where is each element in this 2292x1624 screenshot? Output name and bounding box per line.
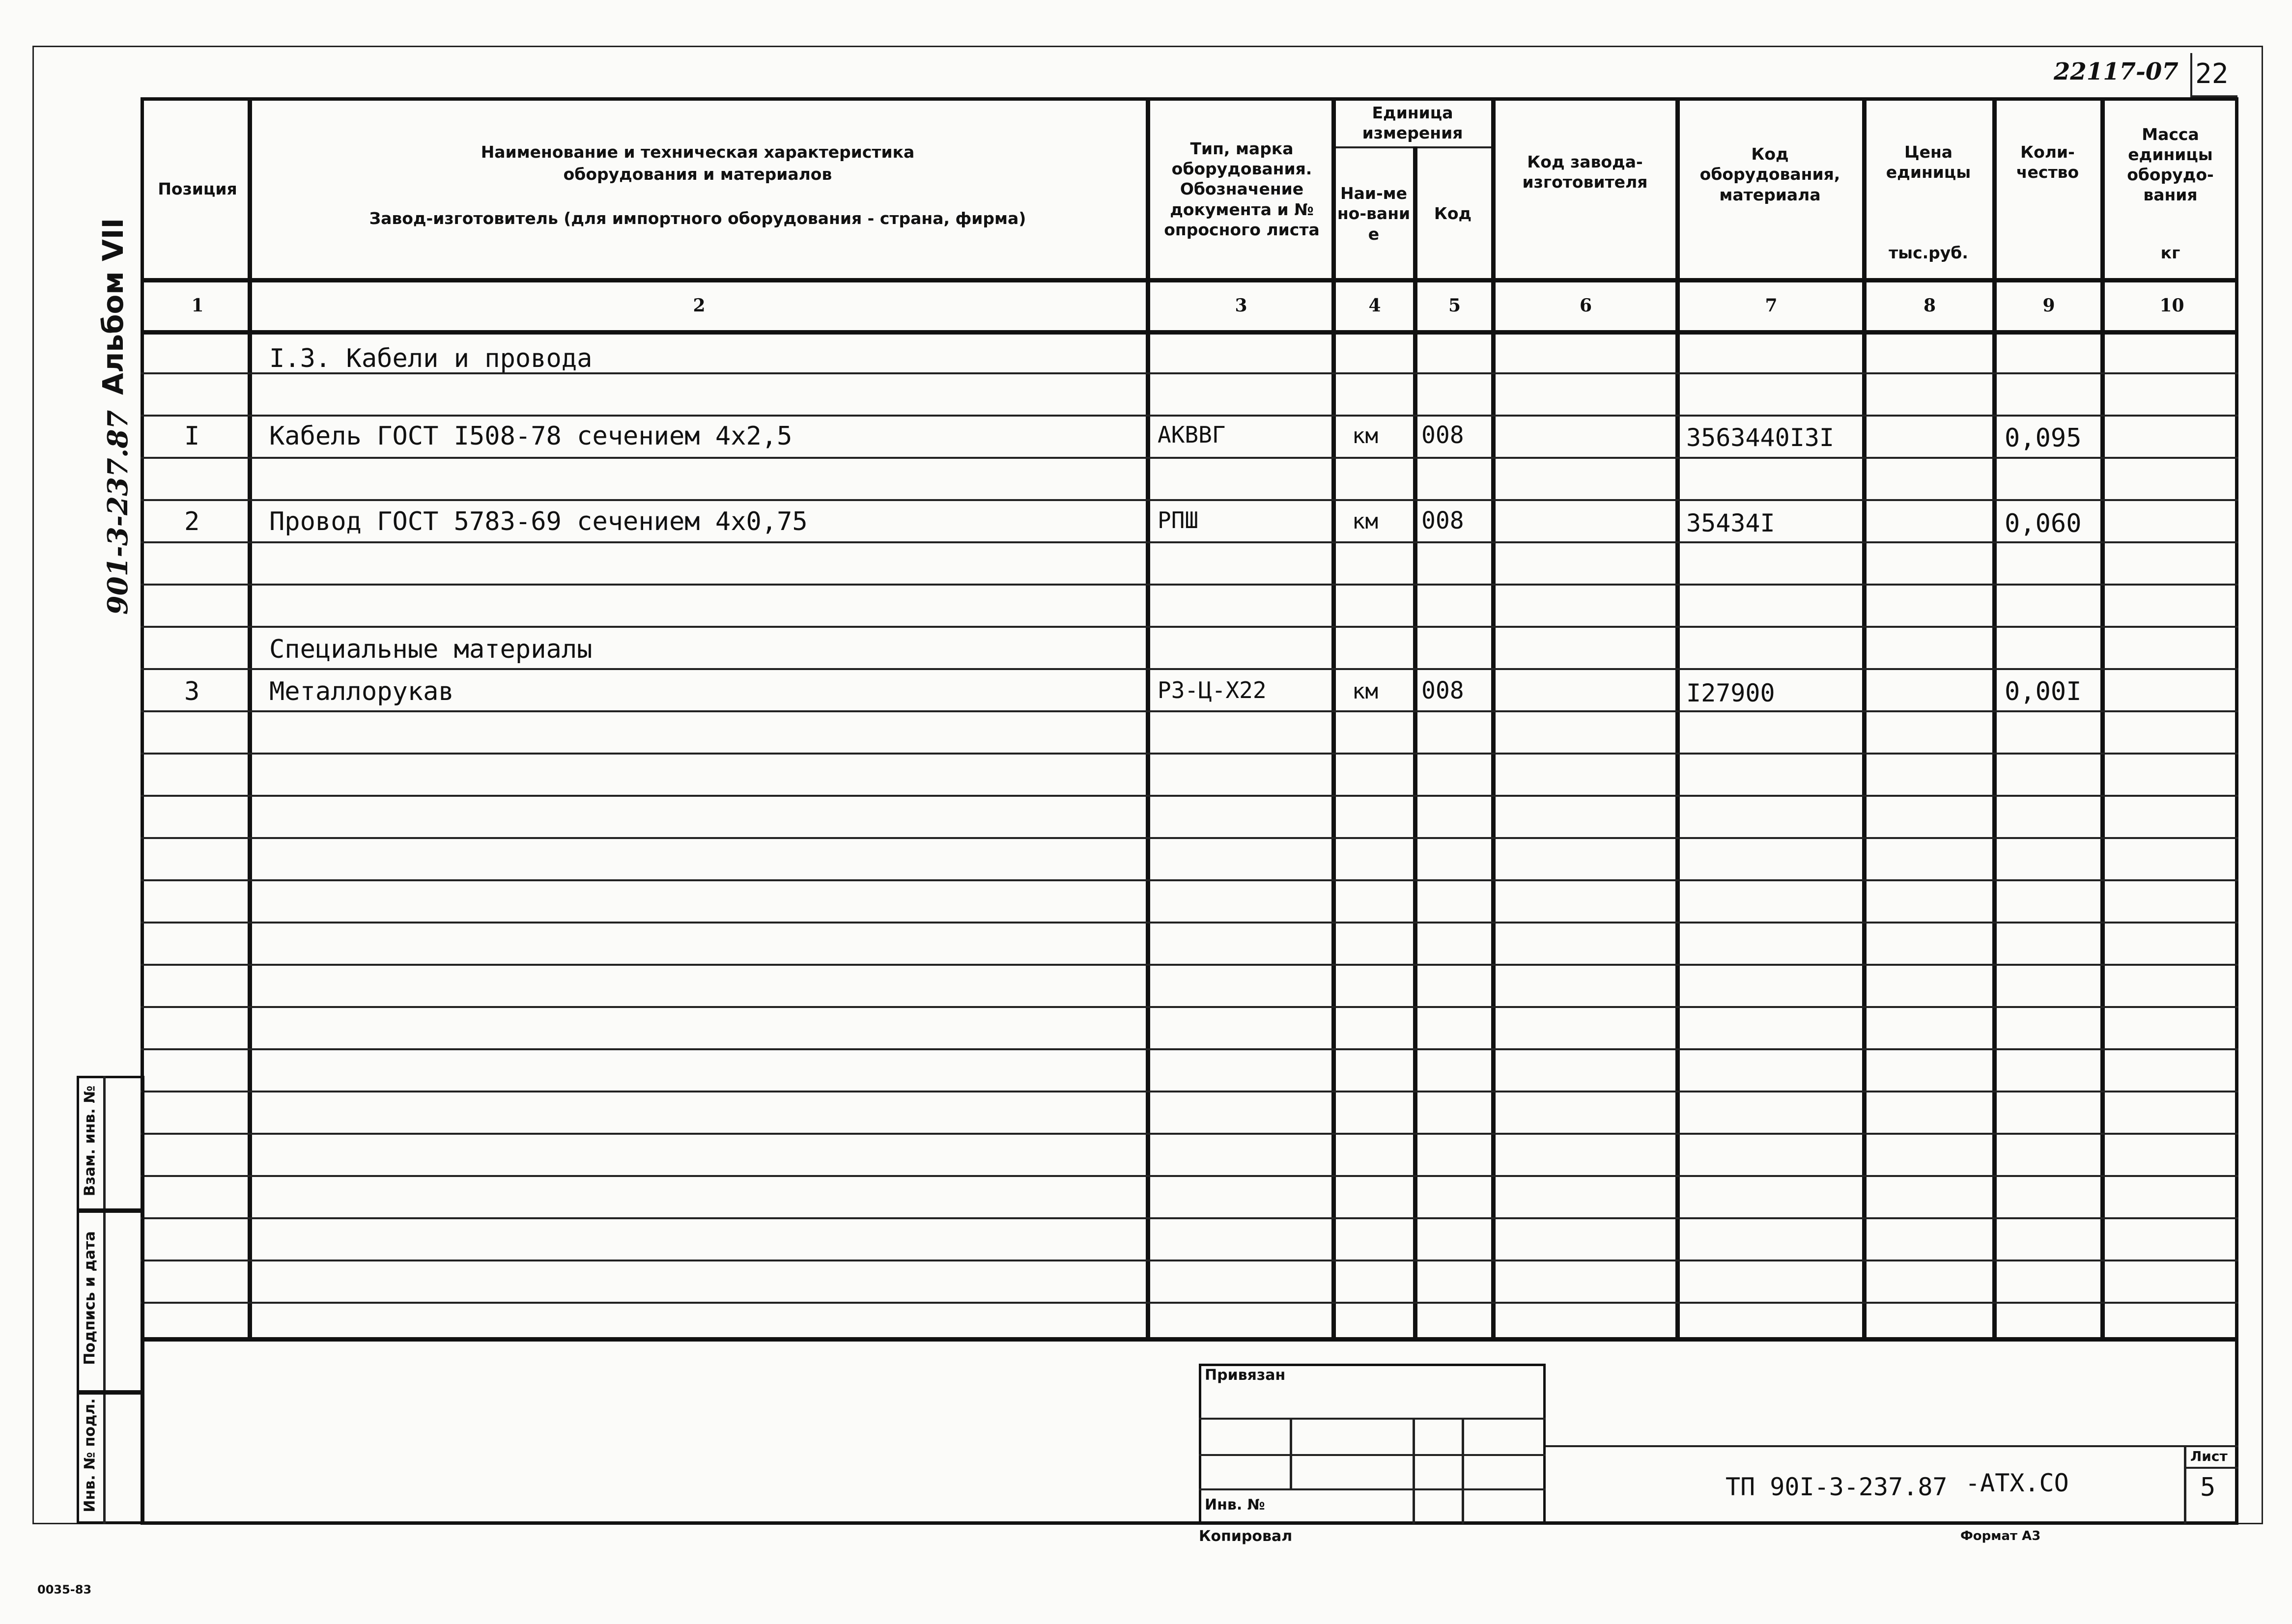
body-row-rule	[141, 541, 2238, 543]
header-name-line3: Завод-изготовитель (для импортного оборудования - страна, фирма)	[369, 209, 1026, 228]
body-row-rule	[141, 753, 2238, 755]
row2-unit: км	[1352, 509, 1378, 534]
col-divider-6	[1675, 97, 1680, 1340]
document-designation: ТП 90I-3-237.87	[1726, 1473, 1948, 1501]
col-divider-4	[1413, 146, 1417, 1340]
album-label: Альбом VII	[96, 218, 130, 395]
body-row-rule	[141, 457, 2238, 459]
row3-material: I27900	[1686, 679, 1775, 707]
header-unit-code: Код	[1434, 204, 1472, 224]
row1-material: 3563440I3I	[1686, 423, 1835, 452]
col-number-1: 1	[191, 295, 204, 316]
stamp-replace-inv: Взам. инв. №	[81, 1085, 99, 1197]
page-number: 22	[2195, 58, 2229, 90]
row1-code: 008	[1421, 421, 1464, 449]
body-row-rule	[141, 584, 2238, 586]
row3-code: 008	[1421, 677, 1464, 704]
col-number-7: 7	[1765, 295, 1778, 316]
document-number: 22117-07	[2054, 58, 2179, 85]
binding-rule-3	[1199, 1488, 1546, 1490]
body-row-rule	[141, 415, 2238, 417]
body-row-rule	[141, 1048, 2238, 1050]
header-price-unit: тыс.руб.	[1889, 243, 1968, 263]
body-row-rule	[141, 964, 2238, 966]
unit-group-rule	[1331, 146, 1491, 148]
row1-type: АКВВГ	[1158, 421, 1226, 448]
body-row-rule	[141, 1133, 2238, 1135]
col-number-8: 8	[1923, 295, 1936, 316]
row2-qty: 0,060	[2005, 509, 2082, 538]
body-row-rule	[141, 879, 2238, 881]
body-row-rule	[141, 1302, 2238, 1304]
body-row-rule	[141, 1217, 2238, 1219]
col-divider-7	[1862, 97, 1867, 1340]
row1-pos: I	[184, 421, 200, 451]
body-row-rule	[141, 795, 2238, 797]
binding-col-3	[1462, 1418, 1464, 1524]
header-type: Тип, марка оборудования. Обозначение документа и № опросного листа	[1164, 139, 1320, 239]
body-row-rule	[141, 1175, 2238, 1177]
row1-unit: км	[1352, 423, 1378, 448]
row3-pos: 3	[184, 677, 200, 706]
stamp-inv-original: Инв. № подл.	[81, 1398, 99, 1512]
row3-unit: км	[1352, 679, 1378, 704]
row2-material: 35434I	[1686, 509, 1775, 537]
col-divider-1	[248, 97, 252, 1340]
binding-col-1	[1290, 1418, 1292, 1488]
binding-col-2	[1413, 1418, 1415, 1524]
col-divider-9	[2100, 97, 2105, 1340]
body-row-rule	[141, 710, 2238, 712]
header-name-line2: оборудования и материалов	[563, 165, 832, 184]
row2-pos: 2	[184, 507, 200, 536]
col-divider-8	[1992, 97, 1997, 1340]
row1-qty: 0,095	[2005, 423, 2082, 453]
row1-name: Кабель ГОСТ I508-78 сечением 4х2,5	[269, 421, 792, 451]
header-mass: Масса единицы оборудо-вания	[2127, 124, 2214, 205]
row2-name: Провод ГОСТ 5783-69 сечением 4х0,75	[269, 507, 808, 536]
header-factory-code: Код завода-изготовителя	[1522, 152, 1648, 192]
body-row-rule	[141, 837, 2238, 839]
body-row-rule	[141, 1091, 2238, 1092]
col-divider-2	[1146, 97, 1150, 1340]
col-divider-3	[1331, 97, 1336, 1340]
col-number-10: 10	[2159, 295, 2184, 316]
bound-label: Привязан	[1205, 1367, 1286, 1384]
header-unit-group: Единица измерения	[1362, 103, 1463, 142]
header-mass-unit: кг	[2160, 243, 2180, 263]
stamp-signature-date: Подпись и дата	[81, 1231, 99, 1365]
header-unit-name: Наи-мено-вание	[1337, 184, 1411, 244]
body-row-rule	[141, 668, 2238, 670]
sheet-divider	[2184, 1445, 2186, 1524]
side-stamp-divider	[103, 1076, 106, 1524]
binding-rule-1	[1199, 1418, 1546, 1420]
header-price: Цена единицы	[1886, 142, 1971, 182]
numbers-bottom-rule	[141, 330, 2238, 335]
col-number-3: 3	[1235, 295, 1247, 316]
row3-name: Металлорукав	[269, 677, 454, 706]
corner-code: 0035-83	[37, 1583, 92, 1596]
body-row-rule	[141, 499, 2238, 501]
format-label: Формат А3	[1960, 1529, 2041, 1543]
body-row-rule	[141, 922, 2238, 924]
binding-rule-2	[1199, 1454, 1546, 1456]
sheet-rule	[2184, 1467, 2238, 1469]
header-material-code: Код оборудования, материала	[1699, 144, 1840, 204]
row-section-special-materials: Специальные материалы	[269, 635, 593, 664]
project-code-handwritten: 901-3-237.87	[102, 410, 134, 615]
title-top-rule	[1546, 1445, 2238, 1447]
header-name-line1: Наименование и техническая характеристика	[481, 142, 915, 162]
copied-label: Копировал	[1199, 1528, 1293, 1545]
col-number-5: 5	[1448, 295, 1461, 316]
col-number-2: 2	[693, 295, 706, 316]
col-number-4: 4	[1368, 295, 1381, 316]
body-row-rule	[141, 1260, 2238, 1261]
row2-type: РПШ	[1158, 507, 1199, 533]
col-number-6: 6	[1579, 295, 1592, 316]
row2-code: 008	[1421, 507, 1464, 534]
body-row-rule	[141, 626, 2238, 628]
col-number-9: 9	[2042, 295, 2055, 316]
inv-no-label: Инв. №	[1205, 1496, 1265, 1513]
sheet-label: Лист	[2190, 1448, 2228, 1464]
document-suffix: -АТХ.СО	[1965, 1469, 2069, 1497]
row3-type: Р3-Ц-Х22	[1158, 677, 1267, 703]
body-row-rule	[141, 1006, 2238, 1008]
row-section-cables: I.3. Кабели и провода	[269, 344, 593, 373]
row3-qty: 0,00I	[2005, 677, 2082, 706]
header-quantity: Коли-чество	[2016, 142, 2079, 182]
header-position: Позиция	[158, 179, 237, 199]
table-bottom-rule	[141, 1337, 2238, 1342]
sheet-number: 5	[2200, 1473, 2216, 1502]
col-divider-5	[1491, 97, 1496, 1340]
